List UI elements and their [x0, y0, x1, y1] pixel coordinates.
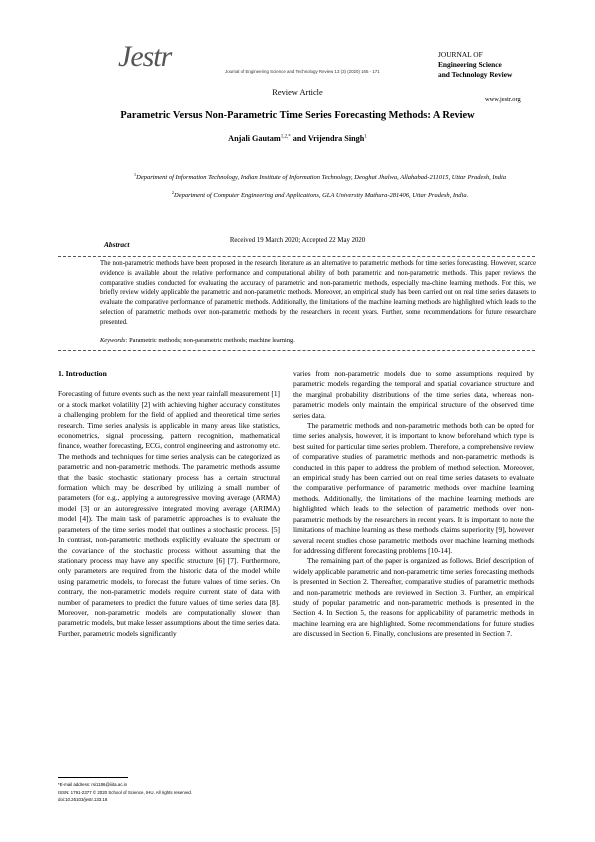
- intro-paragraph-1: Forecasting of future events such as the next year rainfall measurement [1] or a stock market volatility [2] with achieving higher accuracy constitutes a challenging problem for the field of applied and theoretical time series research. Time series analysis is applicable in many areas like statistics, econometrics, signal processing, pattern recognition, mathematical finance, weather forecasting, ECG, control engineering and astronomy etc. The methods and techniques for time series analysis can be categorized as parametric and non-parametric methods. The parametric methods assume that the basic stochastic stationary process has a certain structural formation which may be described by utilizing a small number of parameters (for e.g., applying a autoregressive moving average (ARMA) model [3] or an autoregressive integrated moving average (ARIMA) model [4]). The main task of parametric approaches is to evaluate the parameters of the time series model that outlines a stochastic process. [5] In contrast, non-parametric methods explicitly evaluate the spectrum or the covariance of the stochastic process without assuming that the stationary process may have any specific structure [6] [7]. Furthermore, only parameters are required from the historic data of the model while using parametric models, to forecast the future values of time series. On contrary, the non-parametric models require current state of data with number of parameters to predict the future values of time series data [8]. Moreover, non-parametric models are computationally slower than parametric models, but make lesser assumptions about the time series data. Further, parametric models significantly: [58, 389, 280, 638]
- article-type: Review Article: [272, 88, 323, 97]
- footnote-doi: doi:10.25103/jestr.133.18: [58, 797, 108, 803]
- author-1: Anjali Gautam: [228, 134, 281, 143]
- author-line: [0, 134, 595, 143]
- author-2-affil: 1: [364, 134, 367, 140]
- journal-name: [438, 50, 558, 80]
- footnote-divider: [58, 777, 128, 778]
- affiliation-2: [105, 188, 535, 200]
- affiliation-1-marker: 1: [133, 172, 137, 177]
- journal-name-line2: and Technology Review: [438, 70, 513, 79]
- intro-paragraph-3: The remaining part of the paper is organized as follows. Brief description of widely applicable parametric and non-parametric time series forecasting methods is presented in Section 2. Thereafter, comparative studies of parametric methods and non-parametric methods are reviewed in Section 3. Further, an empirical study of popular parametric and non-parametric methods is presented in the Section 4. In Section 5, the reasons for applicability of parametric methods in machine learning era are highlighted. Some recommendations for future studies are discussed in Section 6. Finally, conclusions are presented in Section 7.: [293, 556, 534, 639]
- journal-prefix: JOURNAL OF: [438, 50, 483, 59]
- divider-top: [58, 256, 535, 257]
- intro-paragraph-1-cont: varies from non-parametric models due to some assumptions required by parametric models regarding the temporal and spatial covariance structure and the marginal probability distributions of the time series data, whereas non-parametric models only maintain the empirical structure of the observed time series data.: [293, 369, 534, 420]
- logo-text: Jestr: [118, 40, 172, 73]
- abstract-text: The non-parametric methods have been proposed in the research literature as an alternative to parametric methods for time series forecasting. However, scarce evidence is available about the relative performance and computational ability of both parametric and non-parametric methods. This paper reviews the comparative studies conducted for evaluating the accuracy of parametric and non-parametric methods, especially ma-chine learning methods. For this, we briefly review widely applicable the parametric and non-parametric methods. Moreover, an empirical study has been carried out on real time series datasets to evaluate the comparative performance of parametric methods. Additionally, the limitations of the machine learning methods are highlighted which leads to the selection of parametric methods over non-parametric methods by the researchers in recent years. Further, some recommendations for future researchare presented.: [100, 260, 536, 326]
- journal-name-line1: Engineering Science: [438, 60, 502, 69]
- intro-paragraph-2: The parametric methods and non-parametric methods both can be opted for time series analysis, however, it is important to know beforehand which type is best suited for particular time series problem. Therefore, a comprehensive review of comparative studies of parametric methods and non-parametric methods is conducted in this paper to address the problem of method selection. Moreover, an empirical study has been carried out on real time series datasets to evaluate the comparative performance of parametric methods over machine learning methods. Additionally, the limitations of the machine learning methods are highlighted which leads to the selection of parametric methods over non-parametric methods by the researchers in recent years. It is important to note the limitations of machine learning as these methods claims superiority [9], however several recent studies chose parametric methods over machine learning methods for addressing different forecasting problems [10-14].: [293, 421, 534, 555]
- footnotes: [58, 781, 278, 804]
- affiliation-2-text: Department of Computer Engineering and Applications, GLA University Mathura-281406, Uttar Pradesh, India.: [174, 192, 469, 200]
- journal-logo: [118, 40, 198, 88]
- left-column: [58, 369, 280, 639]
- affiliation-2-marker: 2: [171, 190, 174, 195]
- right-column: [293, 369, 534, 640]
- footnote-email: *E-mail address: rsi1186@iiita.ac.in: [58, 782, 128, 787]
- abstract-heading: Abstract: [104, 240, 130, 249]
- keywords-list: Parametric methods; non-parametric methods; machine learning.: [127, 337, 295, 344]
- section-heading-introduction: 1. Introduction: [58, 369, 107, 378]
- affiliation-1-text: Department of Information Technology, Indian Institute of Information Technology, Deoghat Jhalwa, Allahabad-211015, Uttar Pradesh, India: [136, 174, 507, 182]
- keywords: [100, 337, 536, 344]
- journal-reference: Journal of Engineering Science and Technology Review 13 (3) (2020) 165 - 171: [225, 69, 380, 74]
- keywords-label: Keywords:: [100, 337, 128, 344]
- journal-website-link[interactable]: www.jestr.org: [485, 96, 521, 103]
- divider-bottom: [58, 350, 535, 351]
- author-1-affil: 1,2,*: [280, 134, 291, 140]
- received-dates: Received 19 March 2020; Accepted 22 May 2020: [229, 237, 366, 244]
- author-2: and Vrijendra Singh: [290, 134, 365, 143]
- affiliation-1: [105, 170, 535, 182]
- paper-title: Parametric Versus Non-Parametric Time Series Forecasting Methods: A Review: [120, 110, 475, 121]
- footnote-issn: ISSN: 1791-2377 © 2020 School of Science, IHU. All rights reserved.: [58, 789, 193, 795]
